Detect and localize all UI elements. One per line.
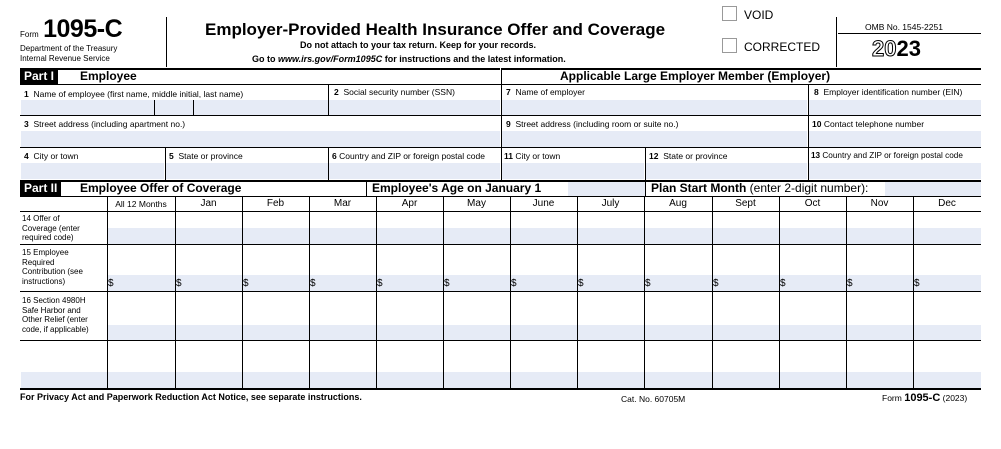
row17-sept-input[interactable]	[713, 372, 779, 388]
month-header-aug: Aug	[669, 198, 687, 209]
field13-employer-zip-input[interactable]	[809, 163, 981, 179]
part2-badge: Part II	[20, 181, 61, 196]
row17-feb-input[interactable]	[243, 372, 309, 388]
grid-row-line	[20, 388, 981, 390]
row16a-sept-input[interactable]	[713, 325, 779, 340]
grid-column-line	[510, 196, 511, 389]
month-header-jan: Jan	[200, 198, 217, 209]
field5-state-input[interactable]	[166, 163, 328, 179]
row15-all12-input[interactable]	[108, 275, 175, 291]
row17-nov-input[interactable]	[847, 372, 913, 388]
grid-column-line	[712, 196, 713, 389]
row15-may-input[interactable]	[444, 275, 510, 291]
footer-form-year: (2023)	[940, 393, 968, 403]
row14-feb-input[interactable]	[243, 228, 309, 244]
field9-label: 9 Street address (including room or suite no.)	[506, 119, 679, 129]
month-header-apr: Apr	[401, 198, 418, 209]
grid-row-line	[20, 291, 981, 292]
row16a-dec-input[interactable]	[914, 325, 981, 340]
row14-oct-input[interactable]	[780, 228, 846, 244]
field10-label: 10 Contact telephone number	[812, 119, 925, 129]
row14-aug-input[interactable]	[645, 228, 712, 244]
corrected-label: CORRECTED	[744, 40, 821, 54]
field3-street-address-input[interactable]	[21, 131, 500, 147]
employer-title: Applicable Large Employer Member (Employer)	[560, 69, 831, 83]
employee-age-input[interactable]	[568, 182, 645, 196]
row14-may-input[interactable]	[444, 228, 510, 244]
part1-title: Employee	[80, 69, 137, 83]
form-word: Form	[20, 30, 39, 39]
void-checkbox[interactable]	[722, 6, 737, 21]
row15-dollar-sign: $	[713, 278, 719, 289]
row16a-apr-input[interactable]	[377, 325, 443, 340]
plan-start-rest: (enter 2-digit number):	[746, 181, 869, 195]
dept-line-2: Internal Revenue Service	[20, 54, 110, 63]
row17-aug-input[interactable]	[645, 372, 712, 388]
field3-label: 3 Street address (including apartment no.)	[24, 119, 186, 129]
field8-label: 8 Employer identification number (EIN)	[814, 87, 963, 97]
month-header-mar: Mar	[333, 198, 352, 209]
instruction-suffix: for instructions and the latest information.	[382, 54, 566, 64]
field2-label: 2 Social security number (SSN)	[334, 87, 455, 97]
row14-mar-input[interactable]	[310, 228, 376, 244]
field6-label: 6 Country and ZIP or foreign postal code	[332, 151, 485, 161]
field4-label: 4 City or town	[24, 151, 79, 161]
corrected-checkbox[interactable]	[722, 38, 737, 53]
row16a-june-input[interactable]	[511, 325, 577, 340]
field1-employee-first-name[interactable]	[21, 100, 154, 115]
row15-dollar-sign: $	[578, 278, 584, 289]
row15-dollar-sign: $	[176, 278, 182, 289]
row15-dollar-sign: $	[645, 278, 651, 289]
row16a-oct-input[interactable]	[780, 325, 846, 340]
row15-apr-input[interactable]	[377, 275, 443, 291]
row15-dollar-sign: $	[511, 278, 517, 289]
row17-oct-input[interactable]	[780, 372, 846, 388]
field7-label: 7 Name of employer	[506, 87, 585, 97]
grid-column-line	[577, 196, 578, 389]
plan-start-label	[651, 181, 868, 196]
row15-dollar-sign: $	[243, 278, 249, 289]
row17-dec-input[interactable]	[914, 372, 981, 388]
row14-dec-input[interactable]	[914, 228, 981, 244]
grid-column-line	[242, 196, 243, 389]
row16a-all12-input[interactable]	[108, 325, 175, 340]
row14-apr-input[interactable]	[377, 228, 443, 244]
field6-zip-input[interactable]	[329, 163, 500, 179]
cat-number: Cat. No. 60705M	[621, 394, 686, 404]
instruction-line-2	[252, 54, 566, 64]
footer-form-id	[882, 392, 967, 404]
part2-title: Employee Offer of Coverage	[80, 181, 242, 195]
void-label: VOID	[744, 8, 774, 22]
grid-column-line	[107, 196, 108, 389]
grid-row-line	[20, 244, 981, 245]
month-header-dec: Dec	[938, 198, 956, 209]
field11-label: 11 City or town	[504, 151, 561, 161]
footer-form-word: Form	[882, 393, 905, 403]
row15-dollar-sign: $	[108, 278, 114, 289]
row17-may-input[interactable]	[444, 372, 510, 388]
tax-year	[872, 36, 921, 62]
month-header-july: July	[601, 198, 620, 209]
grid-column-line	[175, 196, 176, 389]
row16a-july-input[interactable]	[578, 325, 644, 340]
field11-employer-city-input[interactable]	[502, 163, 644, 179]
month-header-nov: Nov	[870, 198, 889, 209]
row17-label-fill	[21, 372, 107, 388]
row15-dollar-sign: $	[780, 278, 786, 289]
row16a-may-input[interactable]	[444, 325, 510, 340]
plan-start-month-input[interactable]	[885, 182, 981, 196]
header-divider-right	[836, 17, 837, 67]
row14-june-input[interactable]	[511, 228, 577, 244]
row15-nov-input[interactable]	[847, 275, 913, 291]
month-header-june: June	[532, 198, 555, 209]
row15-oct-input[interactable]	[780, 275, 846, 291]
row15-dec-input[interactable]	[914, 275, 981, 291]
form-title: Employer-Provided Health Insurance Offer and Coverage	[205, 20, 666, 39]
row15-feb-input[interactable]	[243, 275, 309, 291]
privacy-notice: For Privacy Act and Paperwork Reduction Act Notice, see separate instructions.	[20, 392, 362, 402]
part1-badge: Part I	[20, 69, 58, 84]
field12-employer-state-input[interactable]	[646, 163, 807, 179]
month-header-may: May	[467, 198, 486, 209]
grid-column-line	[309, 196, 310, 389]
month-header-sept: Sept	[735, 198, 756, 209]
tax-year-bold: 23	[896, 36, 921, 61]
month-header-feb: Feb	[266, 198, 285, 209]
row16a-feb-input[interactable]	[243, 325, 309, 340]
field5-label: 5 State or province	[169, 151, 243, 161]
row17-jan-input[interactable]	[176, 372, 242, 388]
month-header-all12: All 12 Months	[115, 199, 167, 209]
row15-label: 15 Employee Required Contribution (see instructions)	[22, 248, 83, 286]
row14-july-input[interactable]	[578, 228, 644, 244]
row17-mar-input[interactable]	[310, 372, 376, 388]
dept-line-1: Department of the Treasury	[20, 44, 118, 53]
row15-dollar-sign: $	[847, 278, 853, 289]
grid-column-line	[779, 196, 780, 389]
row14-label: 14 Offer of Coverage (enter required code)	[22, 214, 80, 242]
row17-july-input[interactable]	[578, 372, 644, 388]
field1-employee-middle-initial[interactable]	[155, 100, 193, 115]
form-id-block	[20, 15, 122, 44]
omb-number: OMB No. 1545-2251	[865, 22, 943, 32]
row17-apr-input[interactable]	[377, 372, 443, 388]
month-header-oct: Oct	[804, 198, 821, 209]
field1-employee-last-name[interactable]	[194, 100, 328, 115]
omb-rule	[838, 33, 981, 34]
grid-column-line	[376, 196, 377, 389]
row15-dollar-sign: $	[310, 278, 316, 289]
row15-dollar-sign: $	[444, 278, 450, 289]
row15-dollar-sign: $	[377, 278, 383, 289]
grid-column-line	[644, 196, 645, 389]
field1-label: 1 Name of employee (first name, middle initial, last name)	[24, 89, 244, 99]
grid-row-line	[20, 340, 981, 341]
field13-label: 13 Country and ZIP or foreign postal code	[811, 151, 963, 160]
row15-june-input[interactable]	[511, 275, 577, 291]
row15-dollar-sign: $	[914, 278, 920, 289]
field9-employer-street-input[interactable]	[502, 131, 807, 147]
header-divider-left	[166, 17, 167, 67]
row14-nov-input[interactable]	[847, 228, 913, 244]
instruction-url[interactable]: www.irs.gov/Form1095C	[278, 54, 383, 64]
row16a-aug-input[interactable]	[645, 325, 712, 340]
field2-ssn-input[interactable]	[329, 100, 500, 115]
instruction-prefix: Go to	[252, 54, 278, 64]
row15-mar-input[interactable]	[310, 275, 376, 291]
row16a-jan-input[interactable]	[176, 325, 242, 340]
tax-year-outline: 20	[872, 36, 897, 61]
row14-jan-input[interactable]	[176, 228, 242, 244]
field10-phone-input[interactable]	[809, 131, 981, 147]
age-title: Employee's Age on January 1	[372, 181, 542, 195]
row15-july-input[interactable]	[578, 275, 644, 291]
row15-jan-input[interactable]	[176, 275, 242, 291]
row17-all12-input[interactable]	[108, 372, 175, 388]
row17-june-input[interactable]	[511, 372, 577, 388]
field8-ein-input[interactable]	[809, 100, 981, 115]
field12-label: 12 State or province	[649, 151, 728, 161]
row16-label: 16 Section 4980H Safe Harbor and Other Relief (enter code, if applicable)	[22, 296, 89, 334]
plan-start-bold: Plan Start Month	[651, 181, 747, 195]
instruction-line-1: Do not attach to your tax return. Keep for your records.	[300, 40, 537, 50]
form-number: 1095-C	[43, 15, 123, 43]
row14-all12-input[interactable]	[108, 228, 175, 244]
grid-column-line	[913, 196, 914, 389]
field7-employer-name-input[interactable]	[502, 100, 807, 115]
row16a-nov-input[interactable]	[847, 325, 913, 340]
row15-sept-input[interactable]	[713, 275, 779, 291]
footer-form-number: 1095-C	[904, 392, 941, 404]
row14-sept-input[interactable]	[713, 228, 779, 244]
grid-column-line	[443, 196, 444, 389]
row15-aug-input[interactable]	[645, 275, 712, 291]
field4-city-input[interactable]	[21, 163, 164, 179]
row16a-mar-input[interactable]	[310, 325, 376, 340]
grid-column-line	[846, 196, 847, 389]
